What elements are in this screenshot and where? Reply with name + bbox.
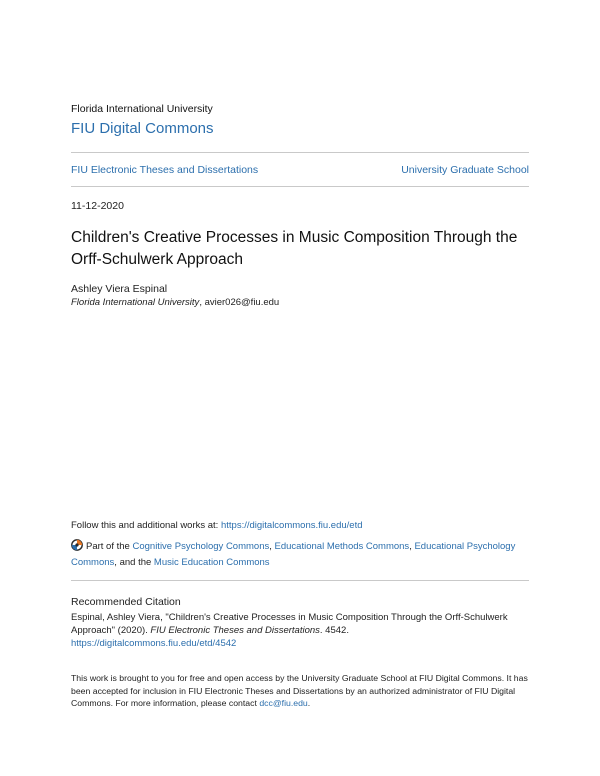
repository-link[interactable]: FIU Digital Commons	[71, 120, 214, 137]
publication-date: 11-12-2020	[71, 200, 124, 212]
author-affiliation: Florida International University, avier026@fiu.edu	[71, 297, 280, 308]
part-of-and: , and the	[114, 556, 154, 568]
divider-collections	[71, 186, 529, 187]
part-of-separator: ,	[409, 541, 415, 552]
affiliation-text: Florida International University	[71, 297, 200, 308]
follow-prefix: Follow this and additional works at:	[71, 520, 221, 531]
document-title: Children's Creative Processes in Music Composition Through the Orff-Schulwerk Approach	[71, 229, 518, 268]
author-name: Ashley Viera Espinal	[71, 283, 168, 295]
network-commons-icon	[71, 539, 83, 551]
notice-end: .	[307, 698, 311, 708]
citation-series: FIU Electronic Theses and Dissertations	[150, 625, 320, 636]
link-cognitive-psychology-commons[interactable]: Cognitive Psychology Commons	[132, 541, 270, 552]
collection-link-theses[interactable]: FIU Electronic Theses and Dissertations	[71, 164, 259, 176]
contact-email-link[interactable]: dcc@fiu.edu	[259, 698, 308, 708]
part-of-prefix: Part of the	[86, 541, 133, 552]
author-email: avier026@fiu.edu	[204, 297, 280, 308]
institution-name: Florida International University	[71, 103, 213, 115]
follow-link[interactable]: https://digitalcommons.fiu.edu/etd	[220, 520, 363, 531]
follow-line	[71, 520, 363, 531]
link-educational-methods-commons[interactable]: Educational Methods Commons	[274, 541, 410, 552]
notice-text: This work is brought to you for free and open access by the University Graduate School at FIU Digital Commons. It has been accepted for inclusion in FIU Electronic Theses and Dissertations by an authorized administrator of FIU Digital Commons. For more information, please contact	[71, 673, 528, 708]
link-music-education-commons[interactable]: Music Education Commons	[153, 556, 270, 568]
link-educational-psychology-commons[interactable]: Educational Psychology Commons	[71, 541, 516, 568]
divider-citation	[71, 580, 529, 581]
part-of-separator: ,	[269, 541, 275, 552]
citation-end: . 4542.	[319, 625, 349, 636]
citation-url-link[interactable]: https://digitalcommons.fiu.edu/etd/4542	[71, 638, 237, 649]
divider-top	[71, 152, 529, 153]
citation-start: Espinal, Ashley Viera, "Children's Creative Processes in Music Composition Through the Orff-Schulwerk Approach" (2020).	[71, 612, 508, 636]
collection-link-graduate-school[interactable]: University Graduate School	[401, 164, 529, 176]
access-notice	[71, 672, 531, 710]
recommended-citation-label: Recommended Citation	[71, 596, 181, 608]
part-of-line	[71, 539, 531, 570]
citation-text	[71, 611, 531, 650]
